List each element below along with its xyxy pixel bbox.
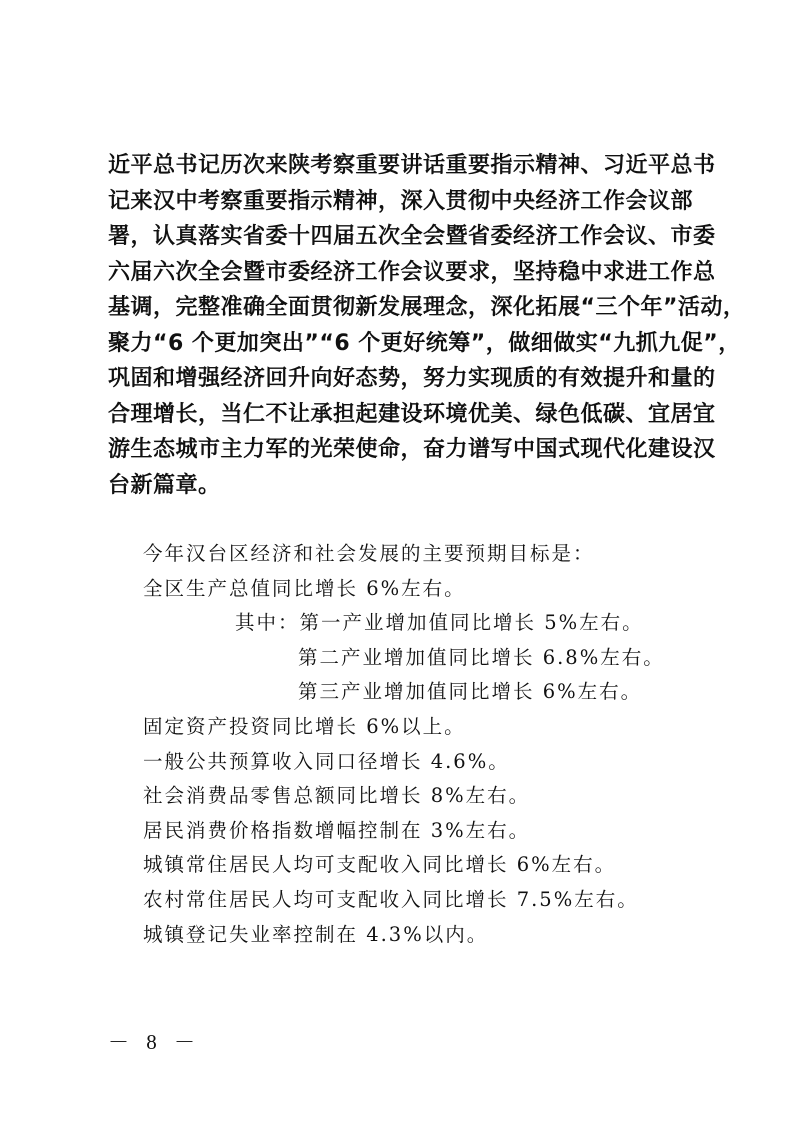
paragraph-line: 记来汉中考察重要指示精神，深入贯彻中央经济工作会议部 bbox=[108, 188, 694, 214]
paragraph-line: 署，认真落实省委十四届五次全会暨省委经济工作会议、市委 bbox=[108, 224, 716, 249]
target-item-gdp: 全区生产总值同比增长 6%左右。 bbox=[143, 576, 466, 600]
target-item-primary-industry: 其中：第一产业增加值同比增长 5%左右。 bbox=[235, 611, 644, 635]
paragraph-line: 聚力“6 个更加突出”“6 个更好统筹”，做细做实“九抓九促”， bbox=[108, 330, 741, 356]
target-item-public-budget: 一般公共预算收入同口径增长 4.6%。 bbox=[143, 749, 510, 773]
target-item-secondary-industry: 第二产业增加值同比增长 6.8%左右。 bbox=[298, 645, 665, 669]
target-item-unemployment: 城镇登记失业率控制在 4.3%以内。 bbox=[143, 922, 489, 946]
page-number: － 8 － bbox=[108, 1030, 201, 1054]
targets-intro: 今年汉台区经济和社会发展的主要预期目标是： bbox=[143, 542, 595, 565]
paragraph-line: 基调，完整准确全面贯彻新发展理念，深化拓展“三个年”活动， bbox=[108, 295, 746, 320]
paragraph-line: 近平总书记历次来陕考察重要讲话重要指示精神、习近平总书 bbox=[108, 153, 716, 178]
target-item-tertiary-industry: 第三产业增加值同比增长 6%左右。 bbox=[298, 680, 643, 704]
target-item-retail-sales: 社会消费品零售总额同比增长 8%左右。 bbox=[143, 784, 531, 808]
paragraph-line: 巩固和增强经济回升向好态势，努力实现质的有效提升和量的 bbox=[108, 366, 716, 391]
paragraph-line: 合理增长，当仁不让承担起建设环境优美、绿色低碳、宜居宜 bbox=[108, 401, 716, 427]
target-item-fixed-investment: 固定资产投资同比增长 6%以上。 bbox=[143, 714, 466, 738]
target-item-cpi: 居民消费价格指数增幅控制在 3%左右。 bbox=[143, 818, 531, 842]
paragraph-line: 台新篇章。 bbox=[108, 472, 221, 498]
target-item-rural-income: 农村常住居民人均可支配收入同比增长 7.5%左右。 bbox=[143, 887, 639, 911]
paragraph-line: 六届六次全会暨市委经济工作会议要求，坚持稳中求进工作总 bbox=[108, 259, 716, 285]
paragraph-line: 游生态城市主力军的光荣使命，奋力谱写中国式现代化建设汉 bbox=[108, 437, 716, 462]
targets-list bbox=[108, 537, 698, 952]
target-item-urban-income: 城镇常住居民人均可支配收入同比增长 6%左右。 bbox=[143, 853, 617, 877]
body-paragraph bbox=[108, 148, 746, 503]
